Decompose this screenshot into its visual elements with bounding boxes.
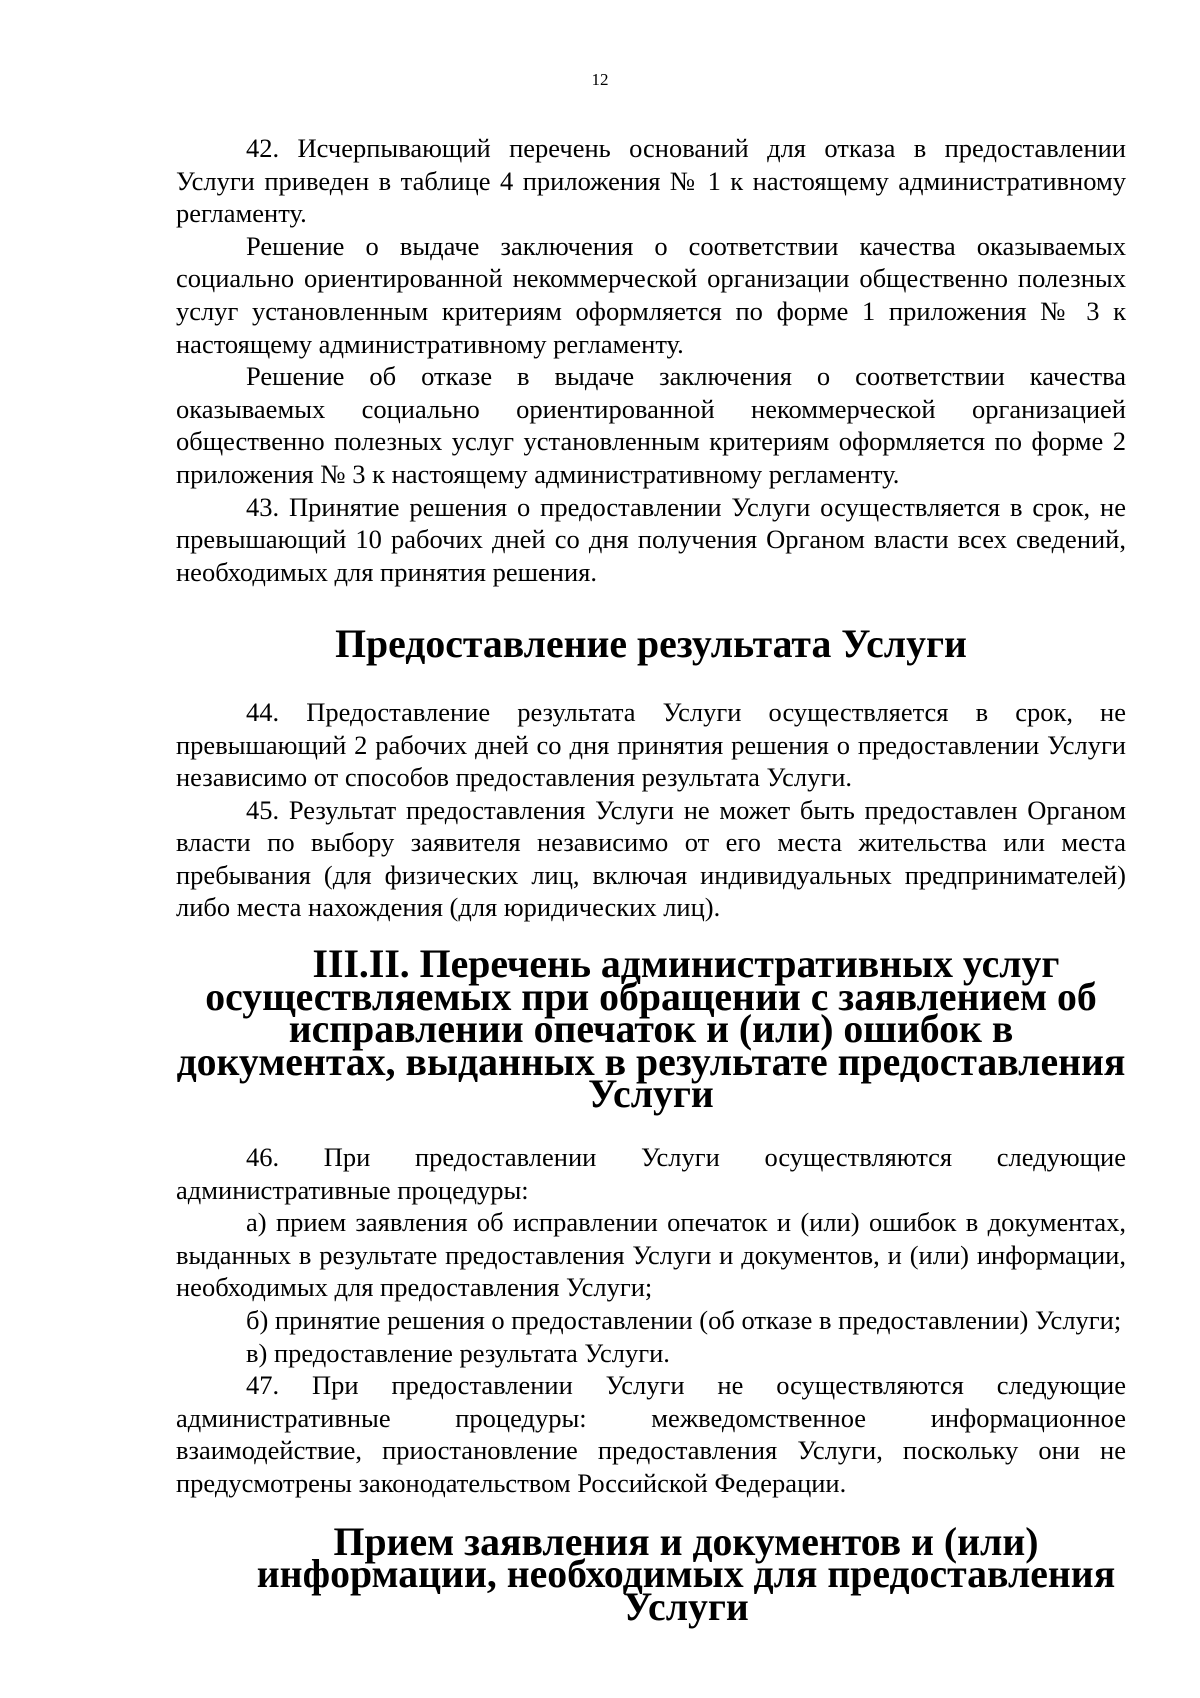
heading-section-3-2: III.II. Перечень административных услуг осуществляемых при обращении с заявлением об исправлении опечаток и (или) ошибок в документах, выданных в результате предоставления Услуги bbox=[176, 942, 1126, 1117]
paragraph-46: 46. При предоставлении Услуги осуществляются следующие административные процедуры: bbox=[176, 1142, 1126, 1205]
paragraph-45: 45. Результат предоставления Услуги не может быть предоставлен Органом власти по выбору заявителя независимо от его места жительства или места пребывания (для физических лиц, включая индивидуальных предпринимателей) либо места нахождения (для юридических лиц). bbox=[176, 794, 1126, 923]
paragraph-42-decision-form: Решение о выдаче заключения о соответствии качества оказываемых социально ориентированной некоммерческой организации общественно полезных услуг установленным критериям оформляется по форме 1 приложения № 3 к настоящему административному регламенту. bbox=[176, 230, 1126, 359]
page-number: 12 bbox=[591, 70, 609, 89]
paragraph-42-refusal-form: Решение об отказе в выдаче заключения о соответствии качества оказываемых социально ориентированной некоммерческой организацией общественно полезных услуг установленным критериям оформляется по форме 2 приложения № 3 к настоящему административному регламенту. bbox=[176, 361, 1126, 489]
paragraph-46-item-a: а) прием заявления об исправлении опечаток и (или) ошибок в документах, выданных в результате предоставления Услуги и документов, и (или) информации, необходимых для предоставления Услуги; bbox=[176, 1207, 1126, 1303]
paragraph-43: 43. Принятие решения о предоставлении Услуги осуществляется в срок, не превышающий 10 рабочих дней со дня получения Органом власти всех сведений, необходимых для принятия решения. bbox=[176, 491, 1126, 587]
heading-application-reception: Прием заявления и документов и (или) информации, необходимых для предоставления Услуги bbox=[256, 1519, 1116, 1629]
paragraph-46-item-c: в) предоставление результата Услуги. bbox=[246, 1337, 670, 1368]
document-body bbox=[176, 132, 1126, 1629]
heading-result-provision: Предоставление результата Услуги bbox=[335, 622, 967, 667]
paragraph-46-item-b: б) принятие решения о предоставлении (об отказе в предоставлении) Услуги; bbox=[246, 1305, 1122, 1335]
paragraph-44: 44. Предоставление результата Услуги осуществляется в срок, не превышающий 2 рабочих дней со дня принятия решения о предоставлении Услуги независимо от способов предоставления результата Услуги. bbox=[176, 696, 1126, 793]
paragraph-47: 47. При предоставлении Услуги не осуществляются следующие административные процедуры: межведомственное информационное взаимодействие, приостановление предоставления Услуги, поскольку они не предусмотрены законодательством Российской Федерации. bbox=[176, 1370, 1126, 1498]
paragraph-42: 42. Исчерпывающий перечень оснований для отказа в предоставлении Услуги приведен в таблице 4 приложения № 1 к настоящему административному регламенту. bbox=[176, 133, 1126, 229]
